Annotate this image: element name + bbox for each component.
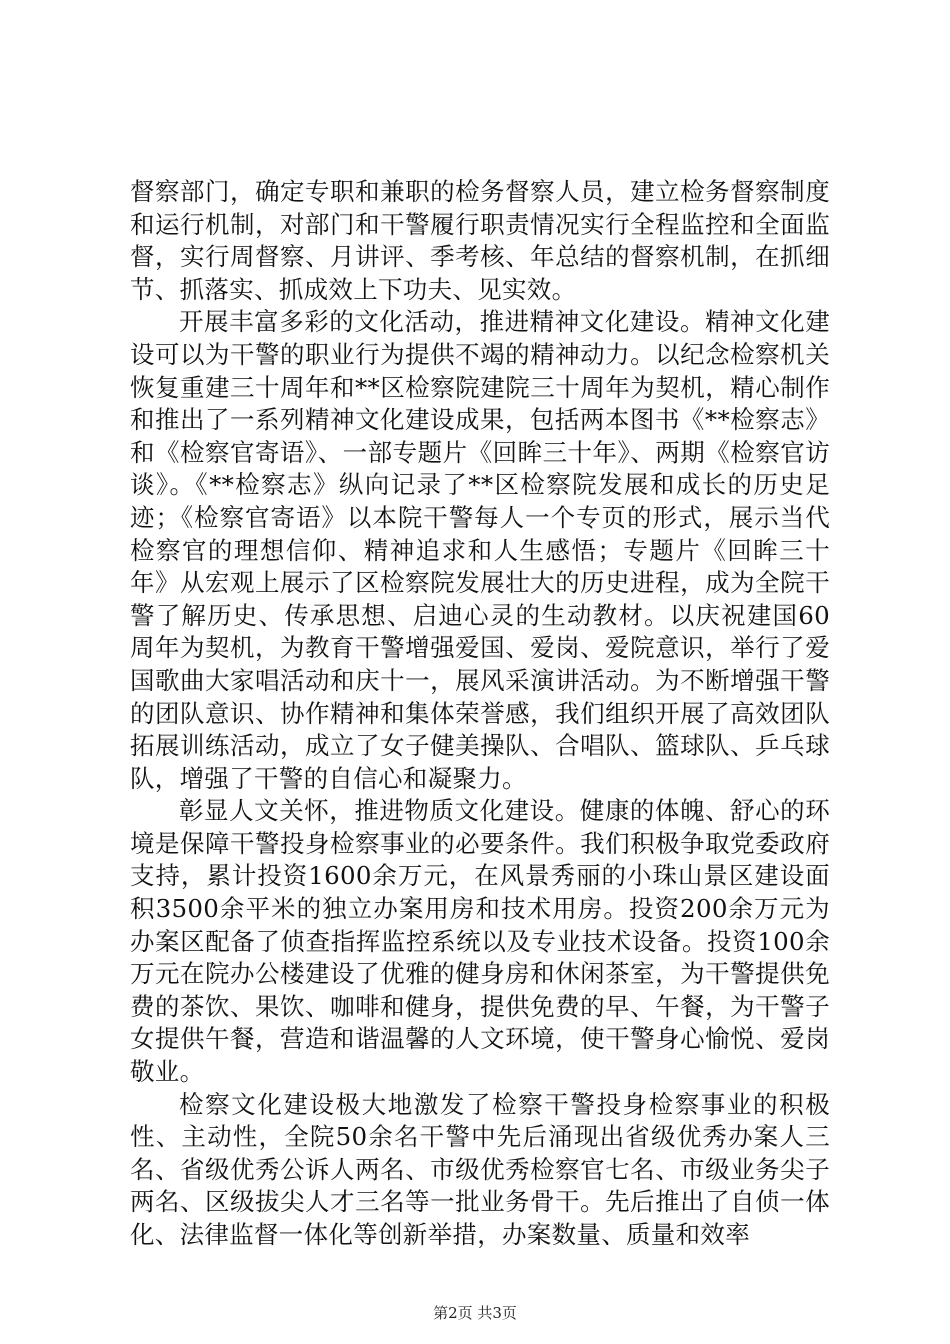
document-body (130, 176, 830, 1252)
paragraph-achievements: 检察文化建设极大地激发了检察干警投身检察事业的积极性、主动性，全院50余名干警中先后涌现出省级优秀办案人三名、省级优秀公诉人两名、市级优秀检察官七名、市级业务尖子两名、区级拔尖人才三名等一批业务骨干。先后推出了自侦一体化、法律监督一体化等创新举措，办案数量、质量和效率 (130, 1089, 830, 1249)
paragraph-material-culture: 彰显人文关怀，推进物质文化建设。健康的体魄、舒心的环境是保障干警投身检察事业的必要条件。我们积极争取党委政府支持，累计投资1600余万元，在风景秀丽的小珠山景区建设面积3500余平米的独立办案用房和技术用房。投资200余万元为办案区配备了侦查指挥监控系统以及专业技术设备。投资100余万元在院办公楼建设了优雅的健身房和休闲茶室，为干警提供免费的茶饮、果饮、咖啡和健身，提供免费的早、午餐，为干警子女提供午餐，营造和谐温馨的人文环境，使干警身心愉悦、爱岗敬业。 (130, 796, 830, 1087)
paragraph-spiritual-culture: 开展丰富多彩的文化活动，推进精神文化建设。精神文化建设可以为干警的职业行为提供不竭的精神动力。以纪念检察机关恢复重建三十周年和**区检察院建院三十周年为契机，精心制作和推出了一系列精神文化建设成果，包括两本图书《**检察志》和《检察官寄语》、一部专题片《回眸三十年》、两期《检察官访谈》。《**检察志》纵向记录了**区检察院发展和成长的历史足迹；《检察官寄语》以本院干警每人一个专页的形式，展示当代检察官的理想信仰、精神追求和人生感悟；专题片《回眸三十年》从宏观上展示了区检察院发展壮大的历史进程，成为全院干警了解历史、传承思想、启迪心灵的生动教材。以庆祝建国60周年为契机，为教育干警增强爱国、爱岗、爱院意识，举行了爱国歌曲大家唱活动和庆十一，展风采演讲活动。为不断增强干警的团队意识、协作精神和集体荣誉感，我们组织开展了高效团队拓展训练活动，成立了女子健美操队、合唱队、篮球队、乒乓球队，增强了干警的自信心和凝聚力。 (130, 307, 830, 793)
paragraph-continuation: 督察部门，确定专职和兼职的检务督察人员，建立检务督察制度和运行机制，对部门和干警履行职责情况实行全程监控和全面监督，实行周督察、月讲评、季考核、年总结的督察机制，在抓细节、抓落实、抓成效上下功夫、见实效。 (130, 177, 830, 304)
page-number-footer: 第2页 共3页 (433, 1304, 517, 1322)
